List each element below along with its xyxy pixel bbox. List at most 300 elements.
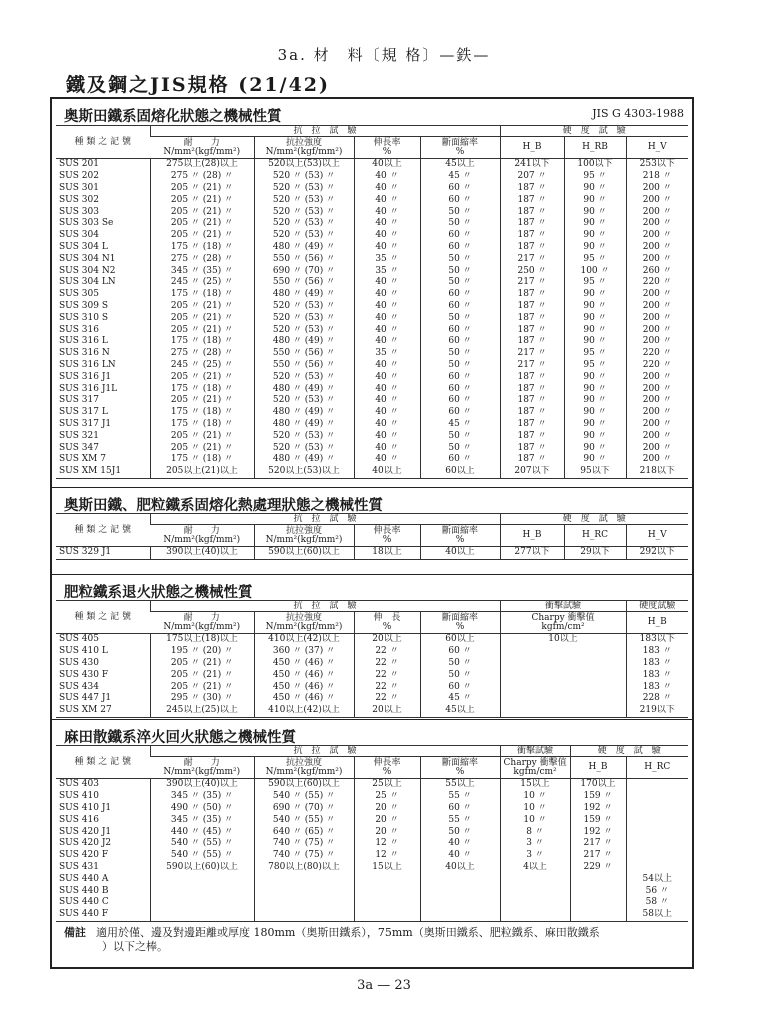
grade-cell: SUS 440 A: [59, 873, 109, 884]
remark-line1: 適用於僅、邊及對邊距離或厚度 180mm（奥斯田鐵系），75mm（奥斯田鐵系、肥粒鐵系、麻田散鐵系: [96, 926, 600, 939]
grade-cell: SUS 302: [59, 194, 99, 205]
section-title: 麻田散鐵系淬火回火狀態之機械性質: [64, 730, 296, 746]
value-cell: 740 〃 (75) 〃: [254, 838, 354, 850]
value-cell: [500, 669, 626, 681]
table-row: [56, 253, 688, 265]
value-cell: 35 〃: [354, 348, 420, 360]
value-cell: 40 〃: [354, 360, 420, 372]
value-cell: [626, 826, 688, 838]
value-cell: 480 〃 (49) 〃: [254, 407, 354, 419]
col-grade: 種 類 之 記 號: [56, 514, 150, 547]
value-cell: 90 〃: [564, 312, 626, 324]
col-strength: 抗拉強度 N/mm²(kgf/mm²): [254, 612, 354, 634]
value-cell: 40 〃: [354, 206, 420, 218]
value-cell: [626, 838, 688, 850]
value-cell: 40 〃: [354, 371, 420, 383]
value-cell: 205 〃 (21) 〃: [150, 183, 254, 195]
grade-cell: SUS 317: [59, 395, 99, 406]
value-cell: 3 〃: [500, 838, 570, 850]
value-cell: 200 〃: [626, 395, 688, 407]
value-cell: 55以上: [420, 779, 500, 791]
value-cell: 550 〃 (56) 〃: [254, 348, 354, 360]
grade-cell: SUS 304 LN: [59, 277, 116, 288]
grade-cell: SUS 410 L: [59, 646, 108, 657]
value-cell: 183 〃: [626, 646, 688, 658]
value-cell: [570, 909, 626, 921]
table-row: [56, 897, 688, 909]
value-cell: [420, 909, 500, 921]
table-body: [56, 779, 688, 922]
value-cell: 241以下: [500, 159, 564, 171]
value-cell: 520 〃 (53) 〃: [254, 312, 354, 324]
grade-cell: SUS 447 J1: [59, 693, 112, 704]
value-cell: 60 〃: [420, 289, 500, 301]
value-cell: 95以下: [564, 466, 626, 478]
value-cell: 95 〃: [564, 171, 626, 183]
value-cell: 10 〃: [500, 814, 570, 826]
value-cell: 12 〃: [354, 850, 420, 862]
col-hardness: 硬 度 試 驗: [570, 746, 688, 757]
value-cell: 295 〃 (30) 〃: [150, 693, 254, 705]
value-cell: 159 〃: [570, 814, 626, 826]
grade-cell: SUS 316 J1: [59, 371, 112, 382]
value-cell: 187 〃: [500, 324, 564, 336]
grade-cell: SUS 440 F: [56, 909, 150, 921]
value-cell: 90 〃: [564, 336, 626, 348]
spec-frame: [50, 97, 694, 969]
col-hb: H_B: [500, 137, 564, 159]
value-cell: 60 〃: [420, 454, 500, 466]
value-cell: 183 〃: [626, 681, 688, 693]
value-cell: 205 〃 (21) 〃: [150, 230, 254, 242]
value-cell: 200 〃: [626, 383, 688, 395]
value-cell: 58以上: [626, 909, 688, 921]
value-cell: 200 〃: [626, 442, 688, 454]
value-cell: 187 〃: [500, 395, 564, 407]
table-row: [56, 230, 688, 242]
col-hardness: 硬 度 試 驗: [500, 514, 688, 525]
value-cell: [150, 909, 254, 921]
value-cell: 345 〃 (35) 〃: [150, 791, 254, 803]
grade-cell: SUS 420 J2: [59, 838, 112, 849]
value-cell: 40以上: [420, 547, 500, 560]
value-cell: [150, 885, 254, 897]
value-cell: 217 〃: [500, 360, 564, 372]
value-cell: 40 〃: [354, 336, 420, 348]
value-cell: 520 〃 (53) 〃: [254, 194, 354, 206]
value-cell: 200 〃: [626, 242, 688, 254]
value-cell: 175 〃 (18) 〃: [150, 336, 254, 348]
value-cell: 187 〃: [500, 230, 564, 242]
value-cell: 10以上: [500, 634, 626, 646]
value-cell: 550 〃 (56) 〃: [254, 253, 354, 265]
value-cell: 200 〃: [626, 454, 688, 466]
value-cell: 50 〃: [420, 277, 500, 289]
grade-cell: SUS 316 N: [59, 348, 110, 359]
value-cell: [500, 705, 626, 717]
value-cell: 90 〃: [564, 371, 626, 383]
value-cell: 520 〃 (53) 〃: [254, 442, 354, 454]
value-cell: 40 〃: [354, 407, 420, 419]
spec-table: [56, 125, 688, 479]
value-cell: [150, 897, 254, 909]
col-elongation: 伸長率 %: [354, 757, 420, 779]
value-cell: 187 〃: [500, 218, 564, 230]
standard-number: JIS G 4303-1988: [592, 107, 684, 120]
value-cell: 40 〃: [420, 838, 500, 850]
value-cell: 205 〃 (21) 〃: [150, 395, 254, 407]
value-cell: [626, 814, 688, 826]
value-cell: 10 〃: [500, 791, 570, 803]
value-cell: 490 〃 (50) 〃: [150, 803, 254, 815]
value-cell: 245 〃 (25) 〃: [150, 277, 254, 289]
value-cell: [570, 873, 626, 885]
col-reduction: 斷面縮率 %: [420, 525, 500, 547]
value-cell: 205 〃 (21) 〃: [150, 324, 254, 336]
value-cell: 40 〃: [354, 194, 420, 206]
grade-cell: SUS 403: [59, 779, 99, 790]
value-cell: 60 〃: [420, 194, 500, 206]
grade-cell: SUS 431: [59, 861, 99, 872]
value-cell: 277以下: [500, 547, 564, 560]
value-cell: 550 〃 (56) 〃: [254, 360, 354, 372]
value-cell: 45 〃: [420, 419, 500, 431]
value-cell: [354, 909, 420, 921]
value-cell: 200 〃: [626, 206, 688, 218]
grade-cell: SUS 420 J1: [59, 826, 112, 837]
section-title: 奥斯田鐵系固熔化狀態之機械性質: [64, 109, 282, 125]
grade-cell: SUS 309 S: [59, 300, 108, 311]
grade-cell: SUS 420 F: [59, 850, 109, 861]
value-cell: 40以上: [420, 862, 500, 874]
value-cell: 480 〃 (49) 〃: [254, 336, 354, 348]
value-cell: 175 〃 (18) 〃: [150, 289, 254, 301]
value-cell: 360 〃 (37) 〃: [254, 646, 354, 658]
table-row: [56, 634, 688, 646]
table-row: [56, 693, 688, 705]
value-cell: 90 〃: [564, 442, 626, 454]
table-row: [56, 430, 688, 442]
value-cell: 183以下: [626, 634, 688, 646]
table-row: [56, 348, 688, 360]
value-cell: 3 〃: [500, 850, 570, 862]
value-cell: 50 〃: [420, 218, 500, 230]
value-cell: 22 〃: [354, 693, 420, 705]
table-row: [56, 407, 688, 419]
col-tensile: 抗 拉 試 驗: [150, 746, 500, 757]
value-cell: 220 〃: [626, 360, 688, 372]
table-body: [56, 547, 688, 560]
grade-cell: SUS 301: [59, 182, 99, 193]
value-cell: [254, 897, 354, 909]
value-cell: 187 〃: [500, 183, 564, 195]
value-cell: 90 〃: [564, 395, 626, 407]
value-cell: [626, 850, 688, 862]
grade-cell: SUS 430 F: [59, 669, 109, 680]
value-cell: 450 〃 (46) 〃: [254, 669, 354, 681]
value-cell: 200 〃: [626, 218, 688, 230]
value-cell: 205 〃 (21) 〃: [150, 218, 254, 230]
page-number: 3a — 23: [357, 978, 411, 993]
value-cell: 22 〃: [354, 646, 420, 658]
value-cell: 95 〃: [564, 277, 626, 289]
value-cell: 187 〃: [500, 289, 564, 301]
value-cell: 520 〃 (53) 〃: [254, 218, 354, 230]
table-row: [56, 159, 688, 171]
grade-cell: SUS 316 LN: [59, 359, 116, 370]
col-reduction: 斷面縮率 %: [420, 612, 500, 634]
col-strength: 抗拉強度 N/mm²(kgf/mm²): [254, 757, 354, 779]
table-row: [56, 301, 688, 313]
value-cell: 50 〃: [420, 253, 500, 265]
value-cell: [354, 885, 420, 897]
value-cell: [150, 873, 254, 885]
col-strength: 抗拉強度 N/mm²(kgf/mm²): [254, 137, 354, 159]
value-cell: 229 〃: [570, 862, 626, 874]
grade-cell: SUS 321: [59, 430, 99, 441]
table-row: [56, 646, 688, 658]
value-cell: 50 〃: [420, 312, 500, 324]
value-cell: 275以上(28)以上: [150, 159, 254, 171]
value-cell: 590以上(60)以上: [254, 779, 354, 791]
table-body: [56, 634, 688, 718]
value-cell: 60 〃: [420, 301, 500, 313]
value-cell: 217 〃: [500, 277, 564, 289]
table-row: [56, 395, 688, 407]
value-cell: 187 〃: [500, 194, 564, 206]
col-impact: 衝擊試驗: [500, 746, 570, 757]
value-cell: 187 〃: [500, 336, 564, 348]
value-cell: 520 〃 (53) 〃: [254, 171, 354, 183]
value-cell: 520以上(53)以上: [254, 159, 354, 171]
value-cell: 15以上: [354, 862, 420, 874]
table-row: [56, 265, 688, 277]
value-cell: 245 〃 (25) 〃: [150, 360, 254, 372]
value-cell: 205 〃 (21) 〃: [150, 371, 254, 383]
value-cell: 200 〃: [626, 183, 688, 195]
value-cell: 20 〃: [354, 826, 420, 838]
grade-cell: SUS XM 27: [56, 705, 150, 717]
value-cell: [420, 873, 500, 885]
grade-cell: SUS 410 J1: [59, 802, 112, 813]
col-yield: 耐 力 N/mm²(kgf/mm²): [150, 137, 254, 159]
grade-cell: SUS 434: [59, 681, 99, 692]
value-cell: 217 〃: [500, 253, 564, 265]
value-cell: 200 〃: [626, 253, 688, 265]
grade-cell: SUS 317 J1: [59, 418, 112, 429]
value-cell: 200 〃: [626, 430, 688, 442]
col-yield: 耐 力 N/mm²(kgf/mm²): [150, 757, 254, 779]
value-cell: 60 〃: [420, 646, 500, 658]
value-cell: 200 〃: [626, 230, 688, 242]
value-cell: 590以上(60)以上: [254, 547, 354, 560]
value-cell: 217 〃: [500, 348, 564, 360]
value-cell: 220 〃: [626, 277, 688, 289]
value-cell: 690 〃 (70) 〃: [254, 265, 354, 277]
table-row: [56, 336, 688, 348]
value-cell: 187 〃: [500, 407, 564, 419]
value-cell: 187 〃: [500, 206, 564, 218]
value-cell: 45以上: [420, 705, 500, 717]
value-cell: 440 〃 (45) 〃: [150, 826, 254, 838]
table-row: [56, 371, 688, 383]
grade-cell: SUS 310 S: [59, 312, 108, 323]
value-cell: [420, 897, 500, 909]
value-cell: 40 〃: [354, 442, 420, 454]
value-cell: 60 〃: [420, 371, 500, 383]
value-cell: 40 〃: [354, 218, 420, 230]
value-cell: 40 〃: [354, 383, 420, 395]
value-cell: 40 〃: [354, 230, 420, 242]
value-cell: 253以下: [626, 159, 688, 171]
value-cell: 50 〃: [420, 348, 500, 360]
value-cell: [500, 909, 570, 921]
value-cell: 10 〃: [500, 803, 570, 815]
value-cell: 520 〃 (53) 〃: [254, 206, 354, 218]
value-cell: [500, 873, 570, 885]
value-cell: 90 〃: [564, 301, 626, 313]
col-elongation: 伸長率 %: [354, 137, 420, 159]
running-header: 3a. 材 料〔規 格〕—鉄—: [277, 46, 491, 64]
value-cell: 187 〃: [500, 242, 564, 254]
value-cell: 50 〃: [420, 206, 500, 218]
value-cell: 40 〃: [354, 324, 420, 336]
value-cell: 60 〃: [420, 383, 500, 395]
value-cell: 50 〃: [420, 442, 500, 454]
value-cell: 640 〃 (65) 〃: [254, 826, 354, 838]
value-cell: 183 〃: [626, 658, 688, 670]
table-row: [56, 850, 688, 862]
value-cell: 159 〃: [570, 791, 626, 803]
spec-table: [56, 600, 688, 718]
value-cell: 40 〃: [354, 395, 420, 407]
value-cell: 40 〃: [354, 312, 420, 324]
value-cell: 187 〃: [500, 419, 564, 431]
table-row: [56, 442, 688, 454]
value-cell: 18以上: [354, 547, 420, 560]
value-cell: 218以下: [626, 466, 688, 478]
value-cell: 217 〃: [570, 850, 626, 862]
value-cell: [254, 885, 354, 897]
table-row: [56, 838, 688, 850]
value-cell: 54以上: [626, 873, 688, 885]
value-cell: 40 〃: [354, 277, 420, 289]
value-cell: 22 〃: [354, 669, 420, 681]
col-hrb: H_RB: [564, 137, 626, 159]
grade-cell: SUS 410: [59, 791, 99, 802]
value-cell: 95 〃: [564, 360, 626, 372]
value-cell: 480 〃 (49) 〃: [254, 454, 354, 466]
table-row: [56, 419, 688, 431]
grade-cell: SUS 347: [59, 442, 99, 453]
value-cell: 175 〃 (18) 〃: [150, 454, 254, 466]
value-cell: 90 〃: [564, 218, 626, 230]
col-charpy: Charpy 衝擊值 kgfm/cm²: [500, 612, 626, 634]
value-cell: 60以上: [420, 634, 500, 646]
table-row: [56, 360, 688, 372]
value-cell: [626, 791, 688, 803]
value-cell: 218 〃: [626, 171, 688, 183]
table-row: [56, 242, 688, 254]
value-cell: 60 〃: [420, 803, 500, 815]
value-cell: 60 〃: [420, 407, 500, 419]
value-cell: 90 〃: [564, 242, 626, 254]
value-cell: 12 〃: [354, 838, 420, 850]
value-cell: 205 〃 (21) 〃: [150, 658, 254, 670]
value-cell: 590以上(60)以上: [150, 862, 254, 874]
value-cell: 275 〃 (28) 〃: [150, 171, 254, 183]
value-cell: 20以上: [354, 634, 420, 646]
value-cell: 25 〃: [354, 791, 420, 803]
value-cell: [500, 658, 626, 670]
value-cell: 90 〃: [564, 407, 626, 419]
value-cell: [570, 885, 626, 897]
value-cell: [254, 909, 354, 921]
value-cell: 187 〃: [500, 430, 564, 442]
table-body: [56, 159, 688, 479]
value-cell: 15以上: [500, 779, 570, 791]
table-row: [56, 681, 688, 693]
value-cell: 50 〃: [420, 265, 500, 277]
value-cell: [626, 803, 688, 815]
value-cell: 275 〃 (28) 〃: [150, 253, 254, 265]
value-cell: 200 〃: [626, 289, 688, 301]
value-cell: 192 〃: [570, 826, 626, 838]
page-title: 鐵及鋼之JIS規格 (21/42): [66, 74, 331, 96]
value-cell: 690 〃 (70) 〃: [254, 803, 354, 815]
value-cell: 520 〃 (53) 〃: [254, 183, 354, 195]
value-cell: 219以下: [626, 705, 688, 717]
value-cell: 35 〃: [354, 253, 420, 265]
value-cell: 55 〃: [420, 814, 500, 826]
remark-line2: ）以下之棒。: [102, 940, 168, 953]
value-cell: 29以下: [564, 547, 626, 560]
section-title: 奥斯田鐵、肥粒鐵系固熔化熱處理狀態之機械性質: [64, 498, 383, 514]
value-cell: 50 〃: [420, 658, 500, 670]
value-cell: 187 〃: [500, 383, 564, 395]
grade-cell: SUS 303 Se: [59, 218, 114, 229]
value-cell: 207以下: [500, 466, 564, 478]
grade-cell: SUS 316: [59, 324, 99, 335]
col-strength: 抗拉強度 N/mm²(kgf/mm²): [254, 525, 354, 547]
value-cell: 90 〃: [564, 324, 626, 336]
value-cell: 60 〃: [420, 324, 500, 336]
col-grade: 種 類 之 記 號: [56, 126, 150, 159]
value-cell: 410以上(42)以上: [254, 634, 354, 646]
value-cell: 40以上: [354, 159, 420, 171]
value-cell: 187 〃: [500, 371, 564, 383]
value-cell: 520 〃 (53) 〃: [254, 324, 354, 336]
value-cell: 200 〃: [626, 407, 688, 419]
col-impact: 衝擊試驗: [500, 601, 626, 612]
table-row: [56, 383, 688, 395]
table-row: [56, 194, 688, 206]
value-cell: 60 〃: [420, 395, 500, 407]
value-cell: 250 〃: [500, 265, 564, 277]
value-cell: 260 〃: [626, 265, 688, 277]
col-hb: H_B: [626, 612, 688, 634]
col-grade: 種 類 之 記 號: [56, 746, 150, 779]
table-row: [56, 791, 688, 803]
value-cell: 520 〃 (53) 〃: [254, 301, 354, 313]
table-row: [56, 803, 688, 815]
value-cell: 45 〃: [420, 171, 500, 183]
value-cell: 40 〃: [354, 454, 420, 466]
value-cell: 90 〃: [564, 289, 626, 301]
grade-cell: SUS 304 L: [59, 241, 108, 252]
value-cell: 56 〃: [626, 885, 688, 897]
value-cell: 520 〃 (53) 〃: [254, 395, 354, 407]
